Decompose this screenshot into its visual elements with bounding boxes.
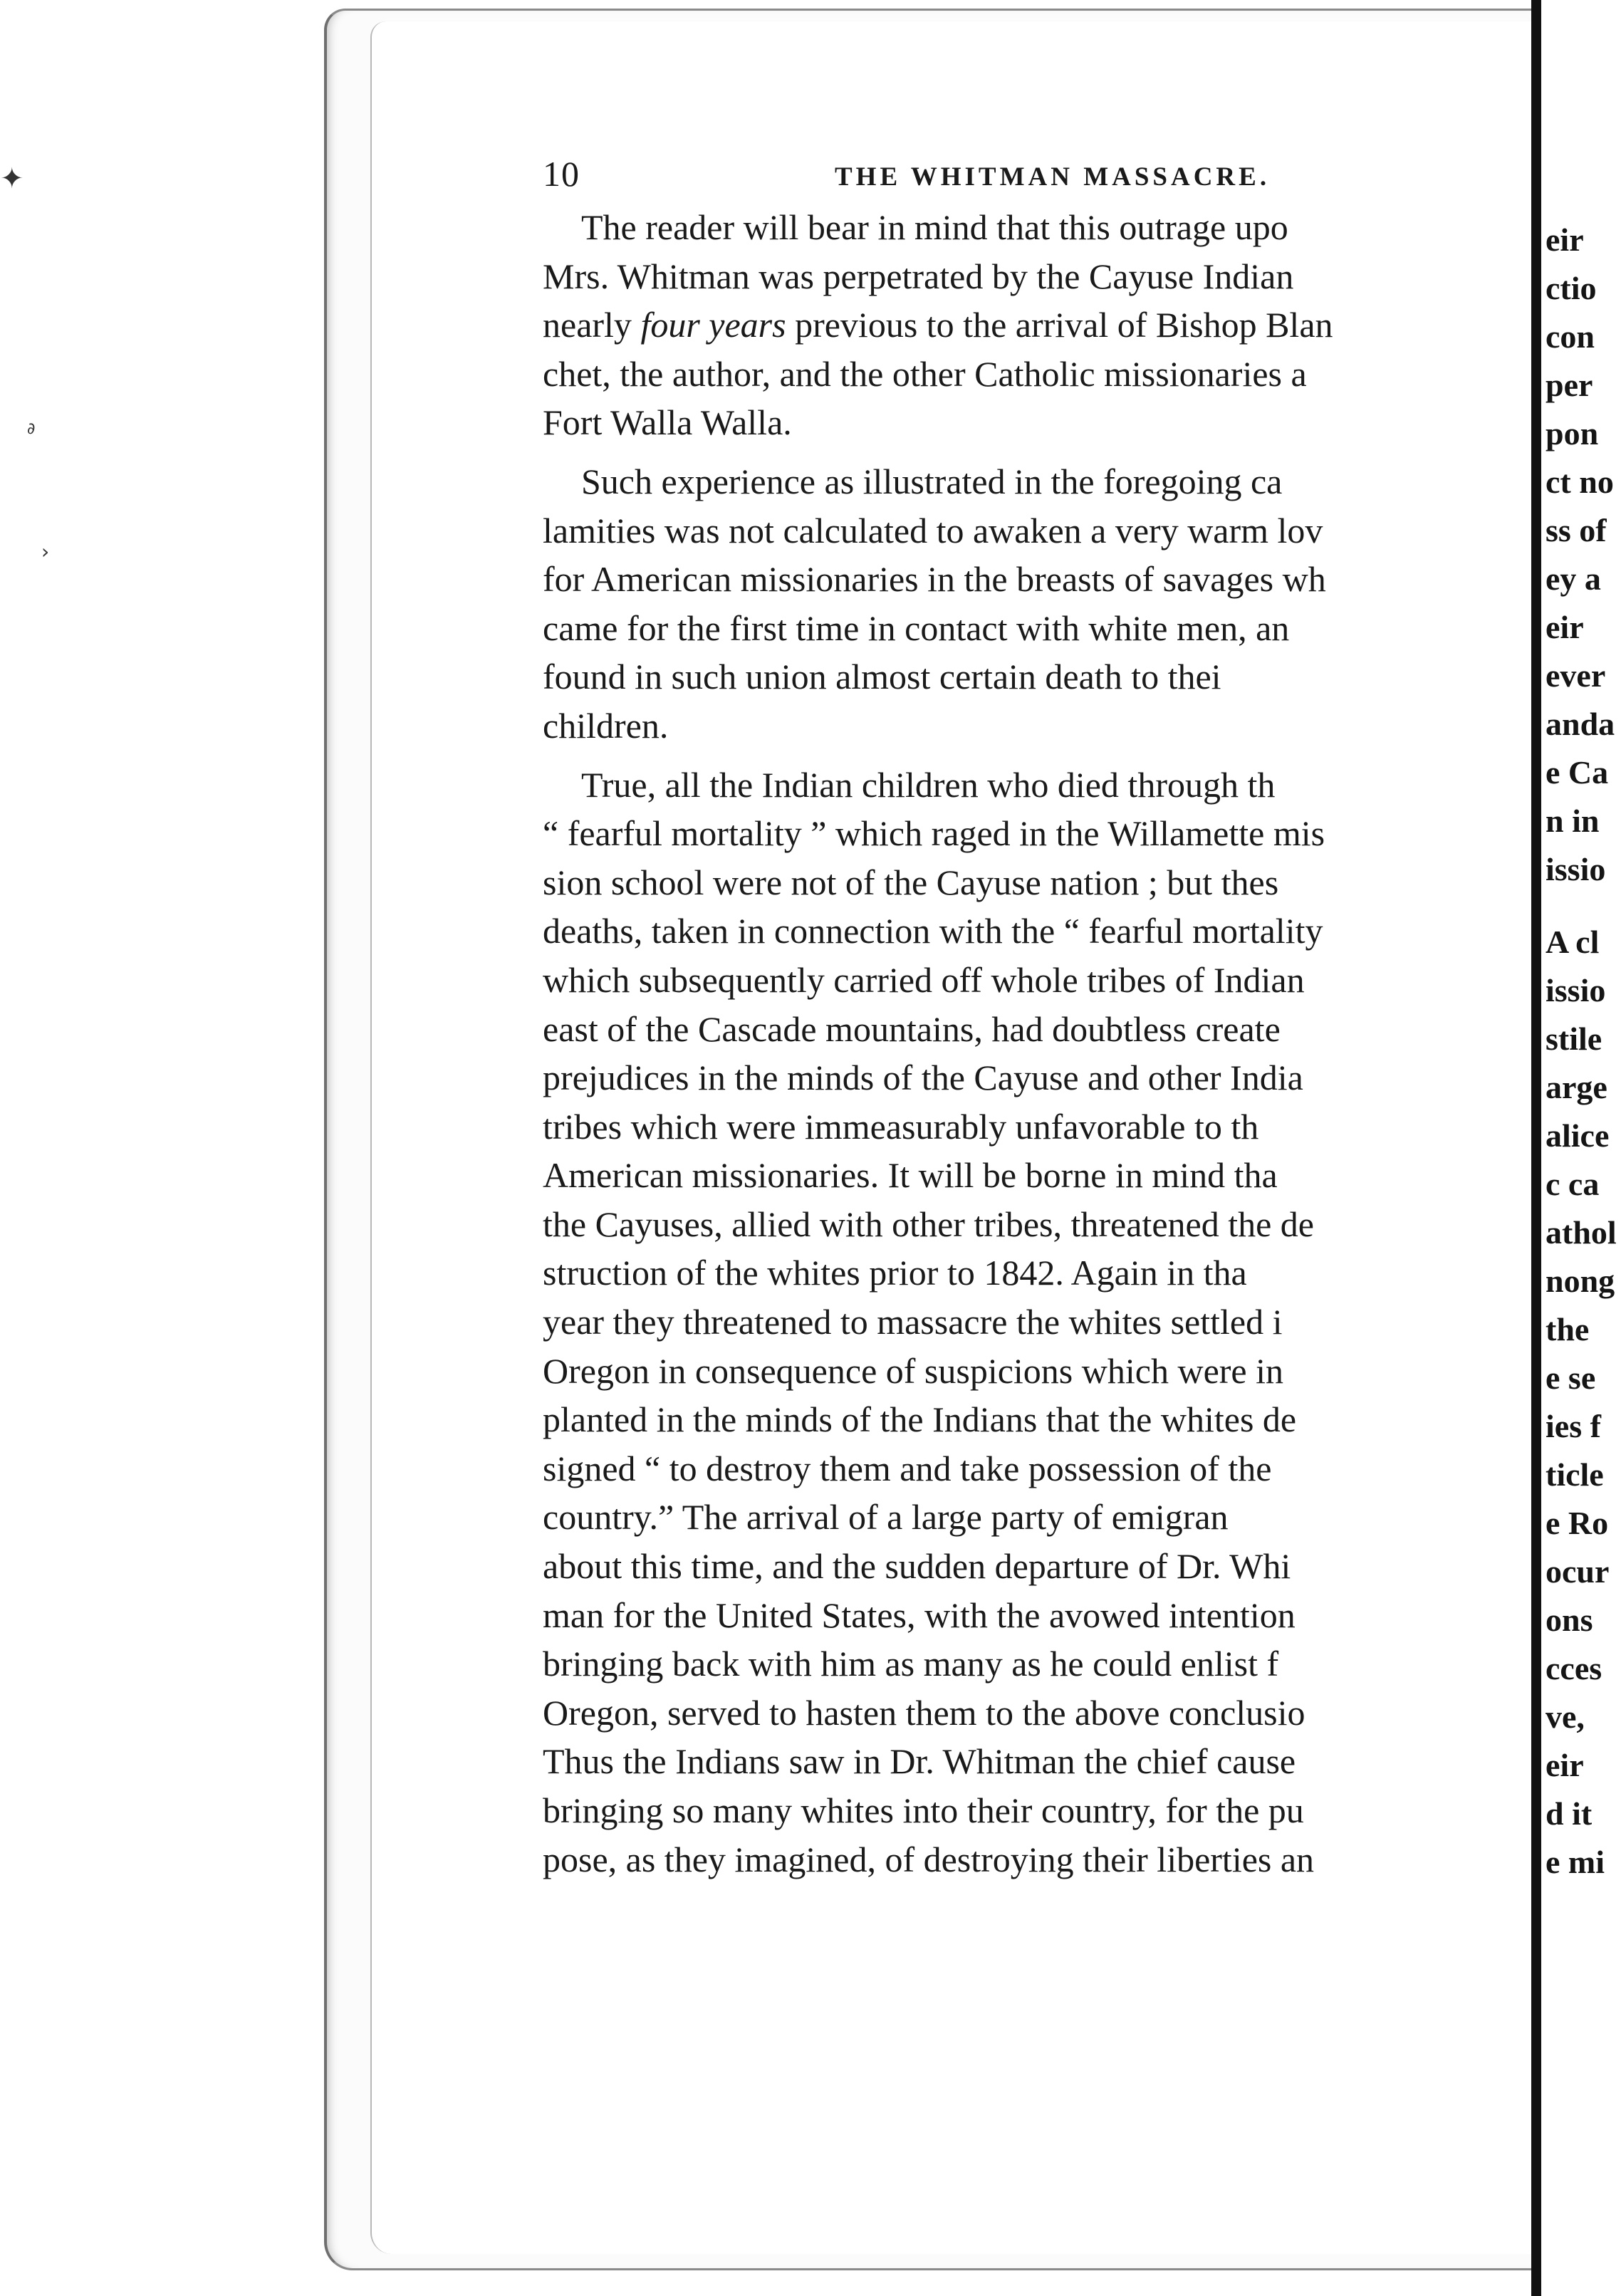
text-line: True, all the Indian children who died through th bbox=[581, 764, 1276, 805]
text-line: American missionaries. It will be borne in mind tha bbox=[543, 1155, 1278, 1196]
text-line: east of the Cascade mountains, had doubtless create bbox=[543, 1008, 1281, 1049]
text-line: Oregon in consequence of suspicions which were in bbox=[543, 1350, 1283, 1391]
adjacent-page-fragment: stile bbox=[1546, 1021, 1602, 1057]
text-line: man for the United States, with the avowed intention bbox=[543, 1595, 1296, 1635]
text-line: lamities was not calculated to awaken a very warm lov bbox=[543, 510, 1323, 550]
paragraph-3 bbox=[543, 761, 1529, 1884]
text-line bbox=[543, 301, 1529, 350]
adjacent-page-fragment: ct no bbox=[1546, 464, 1614, 500]
adjacent-page-fragment: cces bbox=[1546, 1650, 1602, 1686]
adjacent-page-fragment: issio bbox=[1546, 972, 1606, 1008]
adjacent-page-fragment: athol bbox=[1546, 1214, 1617, 1251]
text-line: “ fearful mortality ” which raged in the Willamette mis bbox=[543, 813, 1325, 854]
text-line: bringing back with him as many as he could enlist f bbox=[543, 1644, 1279, 1684]
adjacent-page-fragment: c ca bbox=[1546, 1166, 1600, 1202]
adjacent-page-fragment: ctio bbox=[1546, 270, 1597, 306]
text-line: sion school were not of the Cayuse nation ; but thes bbox=[543, 862, 1279, 902]
text-line: Mrs. Whitman was perpetrated by the Cayuse Indian bbox=[543, 256, 1294, 296]
adjacent-page-fragment: n in bbox=[1546, 803, 1600, 839]
adjacent-page-fragment: e se bbox=[1546, 1360, 1596, 1396]
scan-speck-icon: ✦ bbox=[0, 162, 24, 195]
text-line: country.” The arrival of a large party of emigran bbox=[543, 1497, 1229, 1538]
text-line: the Cayuses, allied with other tribes, threatened the de bbox=[543, 1204, 1314, 1244]
text-line: signed “ to destroy them and take possession of the bbox=[543, 1448, 1272, 1488]
scan-speck-icon: › bbox=[41, 540, 50, 563]
adjacent-page-fragment: ies f bbox=[1546, 1408, 1601, 1444]
adjacent-page-fragment: eir bbox=[1546, 1747, 1584, 1783]
text-line: year they threatened to massacre the whites settled i bbox=[543, 1302, 1283, 1342]
text-line: planted in the minds of the Indians that the whites de bbox=[543, 1399, 1297, 1440]
adjacent-page-fragment: ve, bbox=[1546, 1698, 1585, 1735]
adjacent-page-fragment: pon bbox=[1546, 415, 1599, 452]
text-line: which subsequently carried off whole tribes of Indian bbox=[543, 959, 1305, 1000]
adjacent-page-fragment: e Ca bbox=[1546, 754, 1609, 790]
adjacent-page-fragment: ticle bbox=[1546, 1456, 1604, 1493]
adjacent-page-fragment: ocur bbox=[1546, 1553, 1610, 1590]
adjacent-page-fragment: A cl bbox=[1546, 924, 1600, 960]
adjacent-page-fragment: issio bbox=[1546, 851, 1606, 887]
page-text bbox=[543, 153, 1529, 1884]
adjacent-page-fragment: ss of bbox=[1546, 512, 1607, 548]
text-line: found in such union almost certain death to thei bbox=[543, 657, 1221, 697]
text-line: pose, as they imagined, of destroying their liberties an bbox=[543, 1839, 1315, 1879]
text-run: previous to the arrival of Bishop Blan bbox=[786, 305, 1333, 345]
adjacent-page-fragment: con bbox=[1546, 318, 1595, 355]
adjacent-page-fragment: per bbox=[1546, 367, 1593, 403]
text-line: about this time, and the sudden departure of Dr. Whi bbox=[543, 1546, 1291, 1587]
running-head bbox=[543, 153, 1529, 203]
text-line: children. bbox=[543, 705, 669, 746]
text-line: Such experience as illustrated in the foregoing ca bbox=[581, 461, 1283, 501]
adjacent-page-fragment: alice bbox=[1546, 1117, 1610, 1154]
text-line: struction of the whites prior to 1842. Again in tha bbox=[543, 1253, 1247, 1293]
adjacent-page-fragment: e Ro bbox=[1546, 1505, 1609, 1541]
adjacent-page-fragment: ey a bbox=[1546, 560, 1601, 597]
paragraph-2 bbox=[543, 457, 1529, 751]
text-line: chet, the author, and the other Catholic missionaries a bbox=[543, 353, 1307, 394]
adjacent-page-fragment: d it bbox=[1546, 1795, 1593, 1832]
text-line: prejudices in the minds of the Cayuse and other India bbox=[543, 1058, 1303, 1098]
text-line: deaths, taken in connection with the “ fearful mortality bbox=[543, 911, 1323, 951]
text-line: Thus the Indians saw in Dr. Whitman the chief cause bbox=[543, 1741, 1296, 1782]
adjacent-page-fragment: ever bbox=[1546, 657, 1606, 694]
text-line: for American missionaries in the breasts of savages wh bbox=[543, 559, 1326, 600]
italic-emphasis: four years bbox=[640, 305, 786, 345]
text-line: tribes which were immeasurably unfavorable to th bbox=[543, 1106, 1259, 1147]
adjacent-page-fragment: arge bbox=[1546, 1069, 1607, 1105]
text-line: came for the first time in contact with white men, an bbox=[543, 607, 1290, 648]
adjacent-page-fragment: eir bbox=[1546, 609, 1584, 645]
adjacent-page-fragment: the bbox=[1546, 1311, 1590, 1347]
adjacent-page-fragment: ons bbox=[1546, 1602, 1593, 1638]
adjacent-page-fragment: eir bbox=[1546, 221, 1584, 258]
running-title: THE WHITMAN MASSACRE. bbox=[835, 162, 1271, 192]
text-line: bringing so many whites into their country, for the pu bbox=[543, 1790, 1304, 1830]
scan-speck-icon: ∂ bbox=[27, 420, 36, 438]
page-gutter-edge bbox=[1531, 0, 1541, 2296]
text-run: nearly bbox=[543, 305, 641, 345]
text-line: Fort Walla Walla. bbox=[543, 402, 792, 443]
adjacent-page-fragment: e mi bbox=[1546, 1844, 1605, 1880]
adjacent-page-fragment: anda bbox=[1546, 706, 1615, 742]
adjacent-page-fragment: nong bbox=[1546, 1263, 1615, 1299]
text-line: The reader will bear in mind that this outrage upo bbox=[581, 207, 1288, 247]
page-number: 10 bbox=[543, 154, 580, 194]
adjacent-page-strip bbox=[1541, 0, 1621, 2296]
paragraph-1 bbox=[543, 203, 1529, 447]
text-line: Oregon, served to hasten them to the above conclusio bbox=[543, 1692, 1305, 1733]
